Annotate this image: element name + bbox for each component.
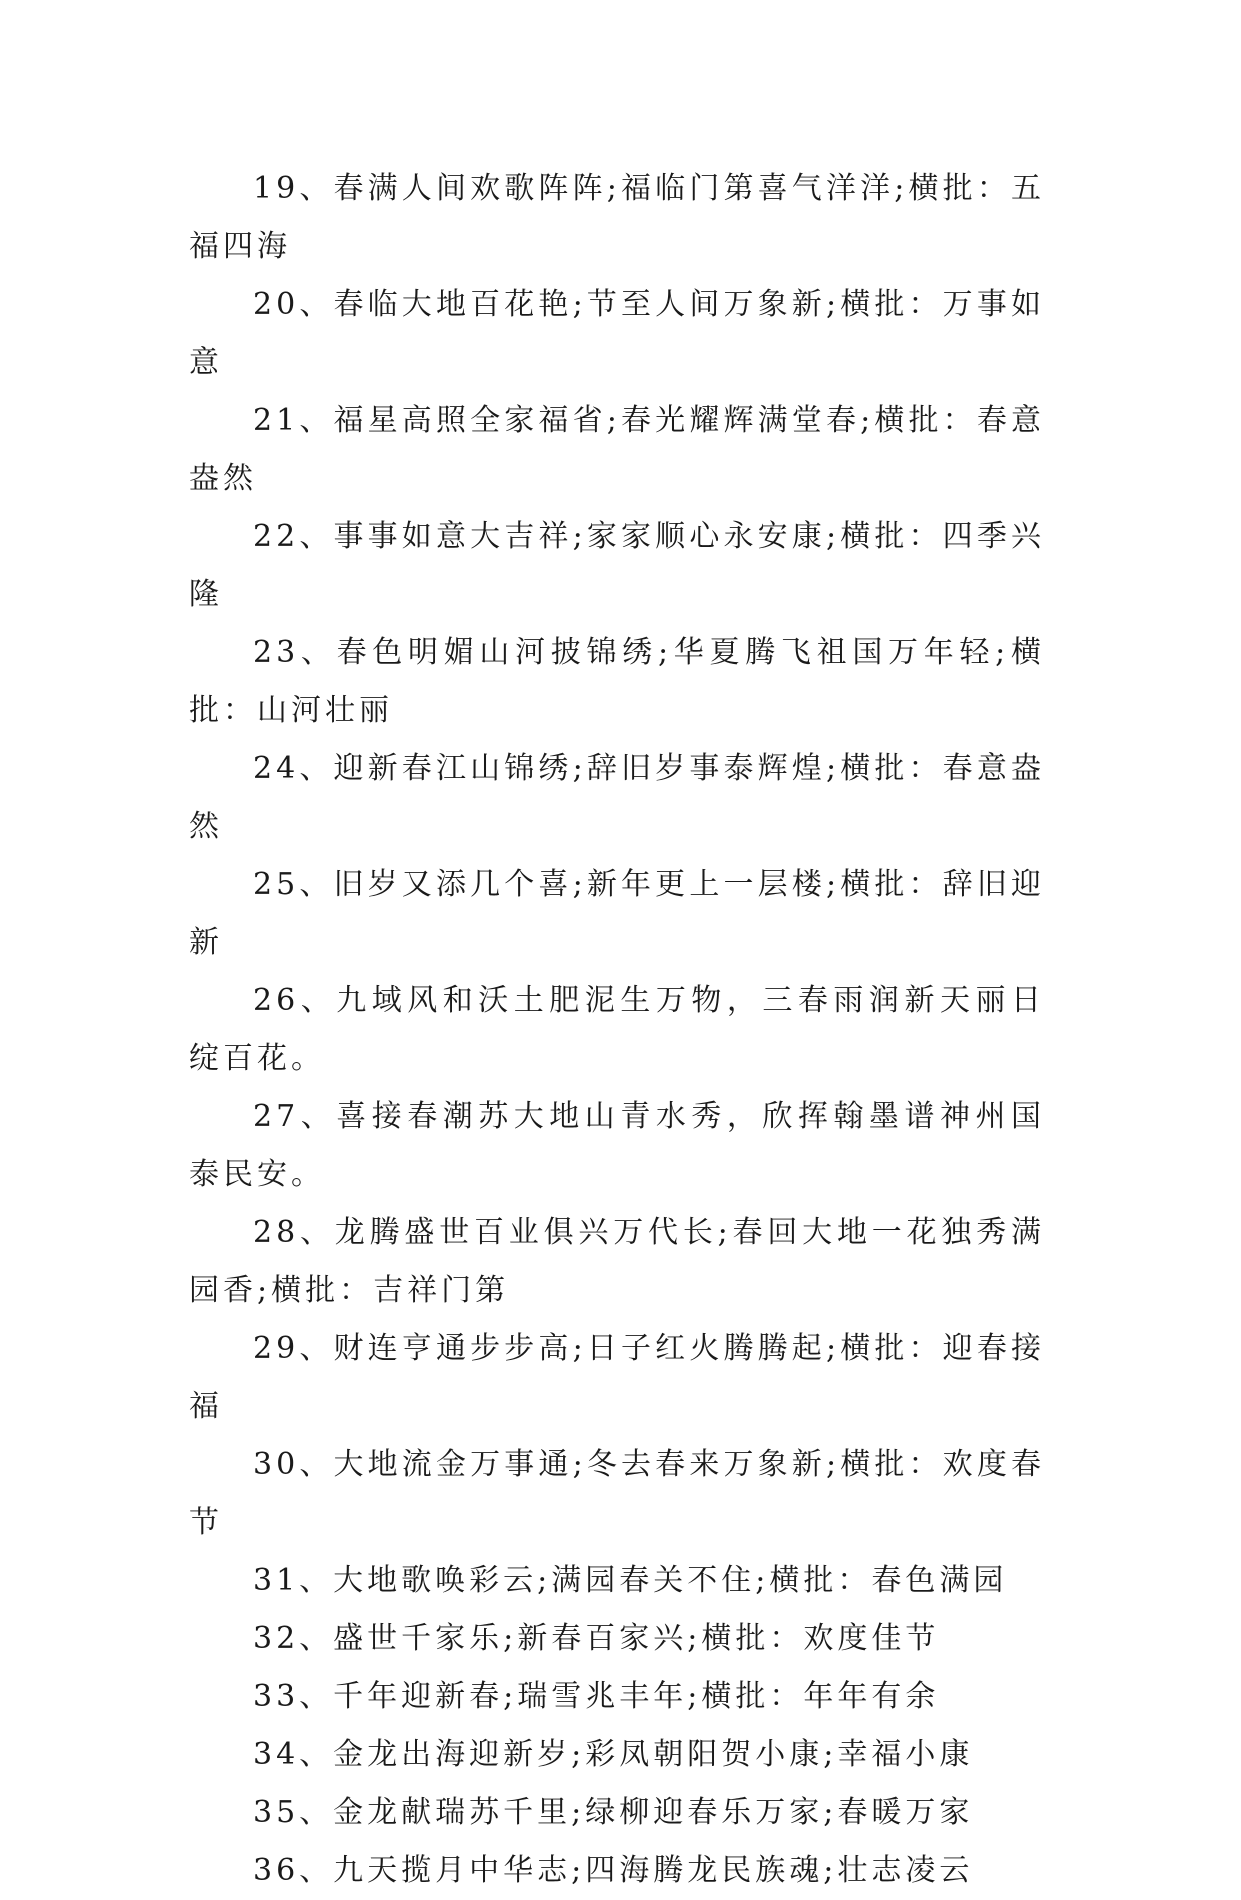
couplet-item-27: 27、喜接春潮苏大地山青水秀，欣挥翰墨谱神州国泰民安。 xyxy=(189,1099,1045,1192)
couplet-item-22: 22、事事如意大吉祥;家家顺心永安康;横批：四季兴隆 xyxy=(189,519,1045,612)
couplet-item-23: 23、春色明媚山河披锦绣;华夏腾飞祖国万年轻;横批：山河壮丽 xyxy=(189,635,1045,728)
couplet-item-24: 24、迎新春江山锦绣;辞旧岁事泰辉煌;横批：春意盎然 xyxy=(189,751,1045,844)
couplet-item-29: 29、财连亨通步步高;日子红火腾腾起;横批：迎春接福 xyxy=(189,1331,1045,1424)
couplet-item-25: 25、旧岁又添几个喜;新年更上一层楼;横批：辞旧迎新 xyxy=(189,867,1045,960)
couplet-item-28: 28、龙腾盛世百业俱兴万代长;春回大地一花独秀满园香;横批：吉祥门第 xyxy=(189,1215,1045,1308)
couplet-item-32: 32、盛世千家乐;新春百家兴;横批：欢度佳节 xyxy=(253,1621,940,1656)
document-page xyxy=(189,160,1045,1900)
couplet-item-35: 35、金龙献瑞苏千里;绿柳迎春乐万家;春暖万家 xyxy=(253,1795,974,1830)
couplet-item-30: 30、大地流金万事通;冬去春来万象新;横批：欢度春节 xyxy=(189,1447,1045,1540)
couplet-item-36: 36、九天揽月中华志;四海腾龙民族魂;壮志凌云 xyxy=(253,1853,974,1888)
couplet-item-33: 33、千年迎新春;瑞雪兆丰年;横批：年年有余 xyxy=(253,1679,940,1714)
couplet-item-31: 31、大地歌唤彩云;满园春关不住;横批：春色满园 xyxy=(253,1563,1008,1598)
couplet-item-26: 26、九域风和沃土肥泥生万物，三春雨润新天丽日绽百花。 xyxy=(189,983,1045,1076)
couplet-item-34: 34、金龙出海迎新岁;彩凤朝阳贺小康;幸福小康 xyxy=(253,1737,974,1772)
couplet-item-19: 19、春满人间欢歌阵阵;福临门第喜气洋洋;横批：五福四海 xyxy=(189,171,1045,264)
couplet-item-21: 21、福星高照全家福省;春光耀辉满堂春;横批：春意盎然 xyxy=(189,403,1045,496)
couplet-item-20: 20、春临大地百花艳;节至人间万象新;横批：万事如意 xyxy=(189,287,1045,380)
